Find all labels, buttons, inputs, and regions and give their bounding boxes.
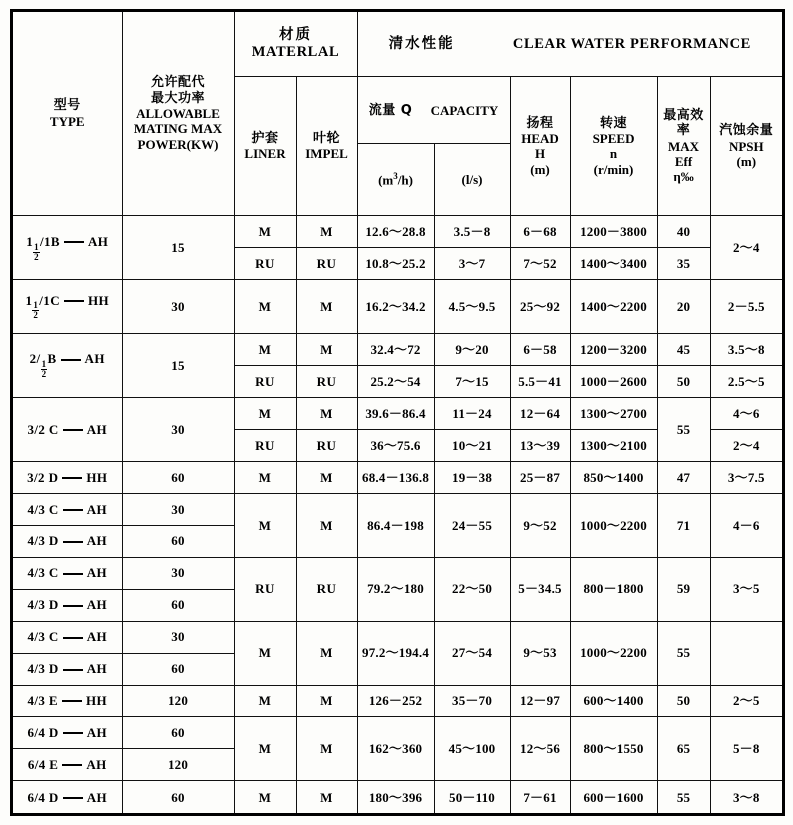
cell-impel: M (296, 216, 357, 248)
cell-capacity-m3h: 25.2～54 (357, 365, 434, 397)
cell-head: 9～53 (510, 621, 570, 685)
type-text-2: 1 $\frac{1}{2}$ /1C HH (25, 292, 110, 321)
cell-speed: 1400～2200 (570, 280, 657, 334)
header-power-en2: MATING MAX (133, 121, 223, 137)
cell-liner: M (234, 781, 296, 814)
cell-power: 60 (122, 525, 234, 557)
table-row (12, 621, 783, 653)
cell-npsh: 3～7.5 (710, 461, 783, 493)
table-row (12, 557, 783, 589)
cell-liner: RU (234, 248, 296, 280)
fraction-glyph: $\frac{1}{2}$ (34, 241, 39, 262)
cell-liner: M (234, 333, 296, 365)
cell-capacity-m3h: 32.4～72 (357, 333, 434, 365)
em-dash-rule (63, 732, 83, 734)
header-speed-unit: (r/min) (593, 161, 634, 177)
cell-head: 6－68 (510, 216, 570, 248)
cell-head: 5－34.5 (510, 557, 570, 621)
cell-capacity-m3h: 39.6－86.4 (357, 397, 434, 429)
cell-max-eff: 50 (657, 685, 710, 717)
cell-capacity-ls: 3～7 (434, 248, 510, 280)
header-type (12, 11, 122, 216)
cell-type (12, 557, 122, 589)
cell-speed: 600－1600 (570, 781, 657, 814)
cell-speed: 800－1800 (570, 557, 657, 621)
em-dash-rule (63, 509, 83, 511)
header-capacity-unit-m3h (357, 144, 434, 216)
cell-npsh: 2～4 (710, 429, 783, 461)
header-capacity-unit-m3h-label: $(m^3/h)$ (378, 171, 413, 188)
cell-impel: M (296, 685, 357, 717)
cell-impel: RU (296, 248, 357, 280)
cell-type (12, 280, 122, 334)
cell-type (12, 493, 122, 525)
type-text-15: 6/4 D AH (27, 725, 108, 741)
header-max-eff-en1: MAX (667, 138, 700, 154)
cell-type (12, 621, 122, 653)
header-npsh-unit: (m) (736, 153, 757, 169)
header-head-en: HEAD (521, 130, 559, 146)
cell-impel: RU (296, 557, 357, 621)
cell-power: 60 (122, 653, 234, 685)
cell-npsh: 2.5～5 (710, 365, 783, 397)
header-head-cn: 扬程 (526, 115, 554, 131)
cell-npsh: 4～6 (710, 397, 783, 429)
header-power-cn2: 最大功率 (150, 90, 205, 106)
header-speed-en: SPEED (592, 130, 635, 146)
cell-type (12, 461, 122, 493)
cell-head: 5.5－41 (510, 365, 570, 397)
header-impel-en: IMPEL (305, 146, 348, 162)
header-max-eff-cn: 最高效率 (663, 107, 704, 139)
em-dash-rule (62, 477, 82, 479)
cell-max-eff: 50 (657, 365, 710, 397)
table-row (12, 717, 783, 749)
header-clear-water-en: CLEAR WATER PERFORMANCE (512, 35, 751, 52)
cell-power: 30 (122, 557, 234, 589)
cell-liner: RU (234, 557, 296, 621)
header-head (510, 77, 570, 216)
em-dash-rule (63, 637, 83, 639)
em-dash-rule (63, 605, 83, 607)
cell-capacity-ls: 22～50 (434, 557, 510, 621)
cell-liner: M (234, 493, 296, 557)
cell-capacity-ls: 3.5－8 (434, 216, 510, 248)
header-type-en: TYPE (49, 113, 85, 129)
cell-max-eff: 55 (657, 621, 710, 685)
cell-power: 120 (122, 749, 234, 781)
cell-type (12, 717, 122, 749)
cell-head: 12－64 (510, 397, 570, 429)
cell-type (12, 333, 122, 397)
table-row (12, 461, 783, 493)
cell-speed: 1300～2700 (570, 397, 657, 429)
type-text-5: 3/2 C AH (27, 421, 108, 437)
header-speed-cn: 转速 (600, 115, 628, 131)
cell-type (12, 589, 122, 621)
type-text-14: 4/3 E HH (27, 693, 108, 709)
table-row (12, 493, 783, 525)
cell-max-eff: 47 (657, 461, 710, 493)
cell-capacity-ls: 4.5～9.5 (434, 280, 510, 334)
cell-power: 30 (122, 621, 234, 653)
em-dash-rule (61, 359, 81, 361)
cell-capacity-m3h: 86.4－198 (357, 493, 434, 557)
cell-liner: M (234, 717, 296, 781)
cell-capacity-ls: 27～54 (434, 621, 510, 685)
cell-impel: M (296, 621, 357, 685)
header-capacity-unit-ls (434, 144, 510, 216)
em-dash-rule (63, 797, 83, 799)
header-liner (234, 77, 296, 216)
cell-power: 60 (122, 589, 234, 621)
cell-head: 9～52 (510, 493, 570, 557)
cell-head: 25－87 (510, 461, 570, 493)
table-row (12, 397, 783, 429)
cell-npsh (710, 621, 783, 685)
type-text-9: 4/3 D AH (27, 533, 108, 549)
cell-liner: M (234, 685, 296, 717)
header-capacity-unit-ls-label: (l/s) (461, 172, 483, 188)
em-dash-rule (62, 764, 82, 766)
cell-impel: RU (296, 365, 357, 397)
table-row (12, 333, 783, 365)
cell-capacity-m3h: 10.8～25.2 (357, 248, 434, 280)
cell-power: 30 (122, 493, 234, 525)
cell-impel: M (296, 280, 357, 334)
header-clear-water-performance (357, 11, 783, 77)
cell-head: 6－58 (510, 333, 570, 365)
cell-head: 7－61 (510, 781, 570, 814)
header-speed (570, 77, 657, 216)
cell-capacity-m3h: 36～75.6 (357, 429, 434, 461)
type-text-10: 4/3 C AH (27, 565, 108, 581)
cell-speed: 1200－3200 (570, 333, 657, 365)
cell-capacity-ls: 45～100 (434, 717, 510, 781)
cell-liner: RU (234, 429, 296, 461)
cell-max-eff: 40 (657, 216, 710, 248)
cell-liner: M (234, 621, 296, 685)
cell-power: 60 (122, 781, 234, 814)
cell-max-eff: 55 (657, 397, 710, 461)
fraction-glyph: $\frac{1}{2}$ (33, 300, 39, 321)
cell-liner: M (234, 461, 296, 493)
table-row (12, 216, 783, 248)
cell-capacity-ls: 7～15 (434, 365, 510, 397)
cell-speed: 1000～2200 (570, 493, 657, 557)
cell-npsh: 3.5～8 (710, 333, 783, 365)
cell-liner: M (234, 397, 296, 429)
em-dash-rule (63, 669, 83, 671)
cell-speed: 1000～2200 (570, 621, 657, 685)
cell-capacity-m3h: 97.2～194.4 (357, 621, 434, 685)
cell-impel: M (296, 461, 357, 493)
cell-npsh: 2～4 (710, 216, 783, 280)
cell-capacity-ls: 19－38 (434, 461, 510, 493)
header-type-cn: 型号 (53, 98, 81, 114)
cell-head: 12－97 (510, 685, 570, 717)
cell-max-eff: 35 (657, 248, 710, 280)
header-liner-en: LINER (244, 146, 286, 162)
cell-speed: 1200－3800 (570, 216, 657, 248)
header-npsh-cn: 汽蚀余量 (719, 123, 774, 139)
cell-max-eff: 65 (657, 717, 710, 781)
em-dash-rule (63, 429, 83, 431)
cell-impel: RU (296, 429, 357, 461)
cell-liner: M (234, 216, 296, 248)
em-dash-rule (63, 573, 83, 575)
cell-npsh: 5－8 (710, 717, 783, 781)
em-dash-rule (64, 300, 84, 302)
cell-capacity-m3h: 126－252 (357, 685, 434, 717)
cell-capacity-ls: 10～21 (434, 429, 510, 461)
cell-max-eff: 71 (657, 493, 710, 557)
header-head-unit: (m) (530, 161, 550, 177)
cell-capacity-ls: 35－70 (434, 685, 510, 717)
header-npsh (710, 77, 783, 216)
cell-capacity-ls: 11－24 (434, 397, 510, 429)
type-text-3: 2/ $\frac{1}{2}$ B AH (29, 351, 105, 380)
cell-speed: 800～1550 (570, 717, 657, 781)
cell-speed: 1000－2600 (570, 365, 657, 397)
cell-power: 15 (122, 216, 234, 280)
header-material (234, 11, 357, 77)
cell-type (12, 216, 122, 280)
cell-speed: 850～1400 (570, 461, 657, 493)
cell-max-eff: 45 (657, 333, 710, 365)
header-max-eff (657, 77, 710, 216)
table-row (12, 781, 783, 814)
header-capacity-cn: 流量 Q (368, 102, 413, 118)
header-impel-cn: 叶轮 (313, 130, 341, 146)
cell-capacity-m3h: 79.2～180 (357, 557, 434, 621)
type-text-16: 6/4 E AH (27, 757, 107, 773)
header-speed-symbol: n (609, 146, 618, 162)
header-allowable-power (122, 11, 234, 216)
cell-liner: M (234, 280, 296, 334)
cell-speed: 600～1400 (570, 685, 657, 717)
cell-npsh: 2－5.5 (710, 280, 783, 334)
header-capacity (357, 77, 510, 144)
em-dash-rule (62, 700, 82, 702)
table-row (12, 280, 783, 334)
cell-type (12, 781, 122, 814)
cell-capacity-m3h: 180～396 (357, 781, 434, 814)
type-text-11: 4/3 D AH (27, 597, 108, 613)
type-text-7: 3/2 D HH (27, 469, 108, 485)
cell-npsh: 3～5 (710, 557, 783, 621)
table-row (12, 685, 783, 717)
cell-power: 30 (122, 397, 234, 461)
cell-capacity-m3h: 12.6～28.8 (357, 216, 434, 248)
em-dash-rule (63, 541, 83, 543)
cell-npsh: 3～8 (710, 781, 783, 814)
header-liner-cn: 护套 (251, 130, 279, 146)
header-material-en: MATERLAL (251, 44, 340, 61)
cell-max-eff: 20 (657, 280, 710, 334)
type-text-17: 6/4 D AH (27, 789, 108, 805)
cell-speed: 1400～3400 (570, 248, 657, 280)
type-text-12: 4/3 C AH (27, 629, 108, 645)
cell-speed: 1300～2100 (570, 429, 657, 461)
header-capacity-en: CAPACITY (430, 102, 499, 118)
header-head-symbol: H (534, 146, 546, 162)
pump-specification-table (11, 10, 784, 815)
fraction-glyph: $\frac{1}{2}$ (41, 359, 47, 380)
cell-power: 60 (122, 461, 234, 493)
cell-type (12, 685, 122, 717)
header-max-eff-unit: η‰ (673, 169, 694, 185)
header-clear-water-cn: 清水性能 (388, 35, 455, 52)
header-power-cn1: 允许配代 (150, 75, 205, 91)
cell-max-eff: 55 (657, 781, 710, 814)
cell-head: 13～39 (510, 429, 570, 461)
cell-capacity-ls: 50－110 (434, 781, 510, 814)
header-impel (296, 77, 357, 216)
cell-npsh: 2～5 (710, 685, 783, 717)
cell-impel: M (296, 333, 357, 365)
cell-impel: M (296, 493, 357, 557)
type-text-8: 4/3 C AH (27, 501, 108, 517)
cell-max-eff: 59 (657, 557, 710, 621)
cell-capacity-m3h: 162～360 (357, 717, 434, 781)
header-max-eff-en2: Eff (674, 153, 693, 169)
cell-liner: RU (234, 365, 296, 397)
cell-head: 7～52 (510, 248, 570, 280)
cell-impel: M (296, 717, 357, 781)
cell-head: 25～92 (510, 280, 570, 334)
cell-impel: M (296, 397, 357, 429)
em-dash-rule (64, 241, 84, 243)
cell-power: 60 (122, 717, 234, 749)
cell-capacity-ls: 24－55 (434, 493, 510, 557)
cell-npsh: 4－6 (710, 493, 783, 557)
cell-power: 15 (122, 333, 234, 397)
cell-power: 120 (122, 685, 234, 717)
cell-type (12, 749, 122, 781)
header-power-en1: ALLOWABLE (136, 105, 220, 121)
cell-power: 30 (122, 280, 234, 334)
type-text-0: 1 $\frac{1}{2}$ /1B AH (26, 233, 109, 262)
cell-capacity-ls: 9～20 (434, 333, 510, 365)
header-row-1 (12, 11, 783, 77)
cell-capacity-m3h: 16.2～34.2 (357, 280, 434, 334)
header-power-en3: POWER(KW) (137, 136, 219, 152)
cell-type (12, 397, 122, 461)
cell-impel: M (296, 781, 357, 814)
cell-type (12, 525, 122, 557)
type-text-13: 4/3 D AH (27, 661, 108, 677)
cell-capacity-m3h: 68.4－136.8 (357, 461, 434, 493)
cell-head: 12～56 (510, 717, 570, 781)
cell-type (12, 653, 122, 685)
header-npsh-en: NPSH (728, 138, 764, 154)
header-material-cn: 材质 (279, 27, 312, 44)
